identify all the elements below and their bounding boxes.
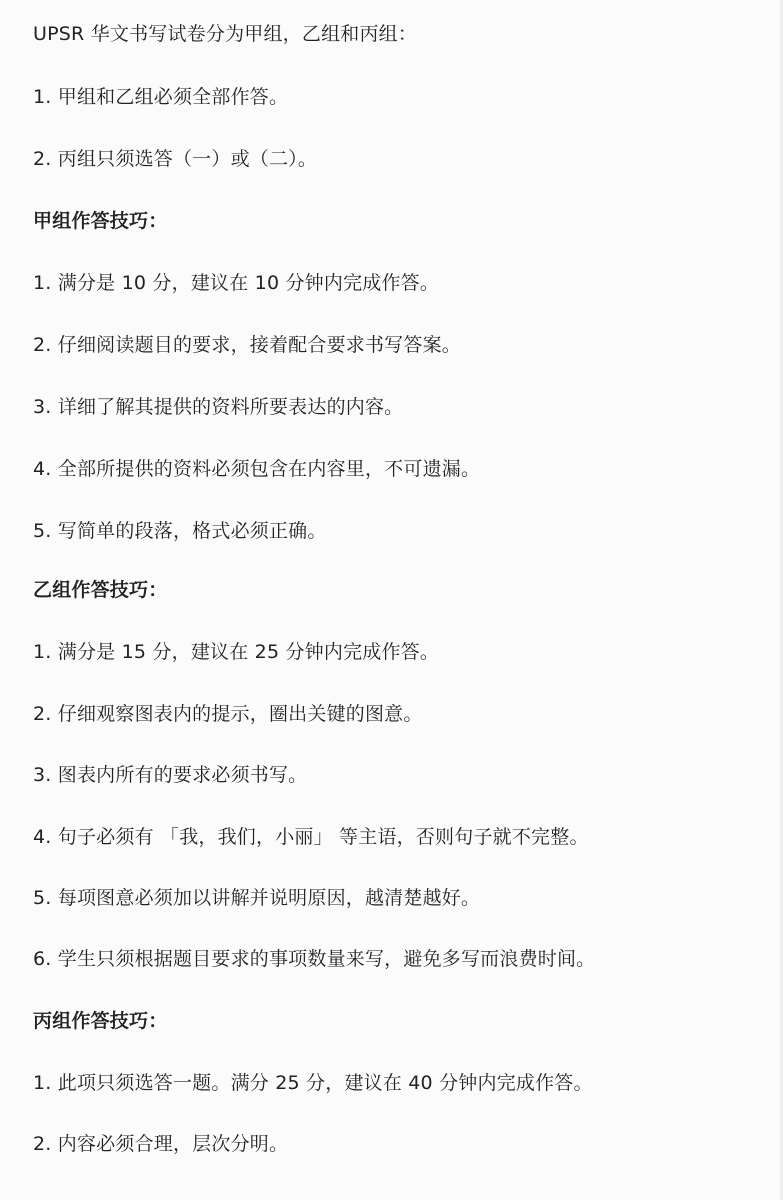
section-c-item-2: 2. 内容必须合理，层次分明。 — [33, 1133, 289, 1155]
section-a-heading: 甲组作答技巧： — [33, 210, 168, 232]
intro-item-1: 1. 甲组和乙组必须全部作答。 — [33, 86, 289, 108]
section-a-item-4: 4. 全部所提供的资料必须包含在内容里，不可遗漏。 — [33, 458, 481, 480]
section-a-item-3: 3. 详细了解其提供的资料所要表达的内容。 — [33, 396, 404, 418]
intro-item-2: 2. 丙组只须选答（一）或（二）。 — [33, 148, 318, 170]
section-a-item-5: 5. 写简单的段落，格式必须正确。 — [33, 520, 327, 542]
section-b-item-6: 6. 学生只须根据题目要求的事项数量来写，避免多写而浪费时间。 — [33, 948, 596, 970]
section-b-item-1: 1. 满分是 15 分，建议在 25 分钟内完成作答。 — [33, 641, 440, 663]
section-b-item-4: 4. 句子必须有 「我，我们，小丽」 等主语，否则句子就不完整。 — [33, 826, 589, 848]
intro-text: UPSR 华文书写试卷分为甲组，乙组和丙组： — [33, 23, 418, 45]
section-b-item-3: 3. 图表内所有的要求必须书写。 — [33, 764, 308, 786]
section-b-item-5: 5. 每项图意必须加以讲解并说明原因，越清楚越好。 — [33, 887, 481, 909]
section-b-item-2: 2. 仔细观察图表内的提示，圈出关键的图意。 — [33, 703, 423, 725]
section-a-item-2: 2. 仔细阅读题目的要求，接着配合要求书写答案。 — [33, 334, 461, 356]
section-a-item-1: 1. 满分是 10 分，建议在 10 分钟内完成作答。 — [33, 272, 440, 294]
section-c-heading: 丙组作答技巧： — [33, 1010, 168, 1032]
section-c-item-1: 1. 此项只须选答一题。满分 25 分，建议在 40 分钟内完成作答。 — [33, 1072, 593, 1094]
section-b-heading: 乙组作答技巧： — [33, 579, 168, 601]
